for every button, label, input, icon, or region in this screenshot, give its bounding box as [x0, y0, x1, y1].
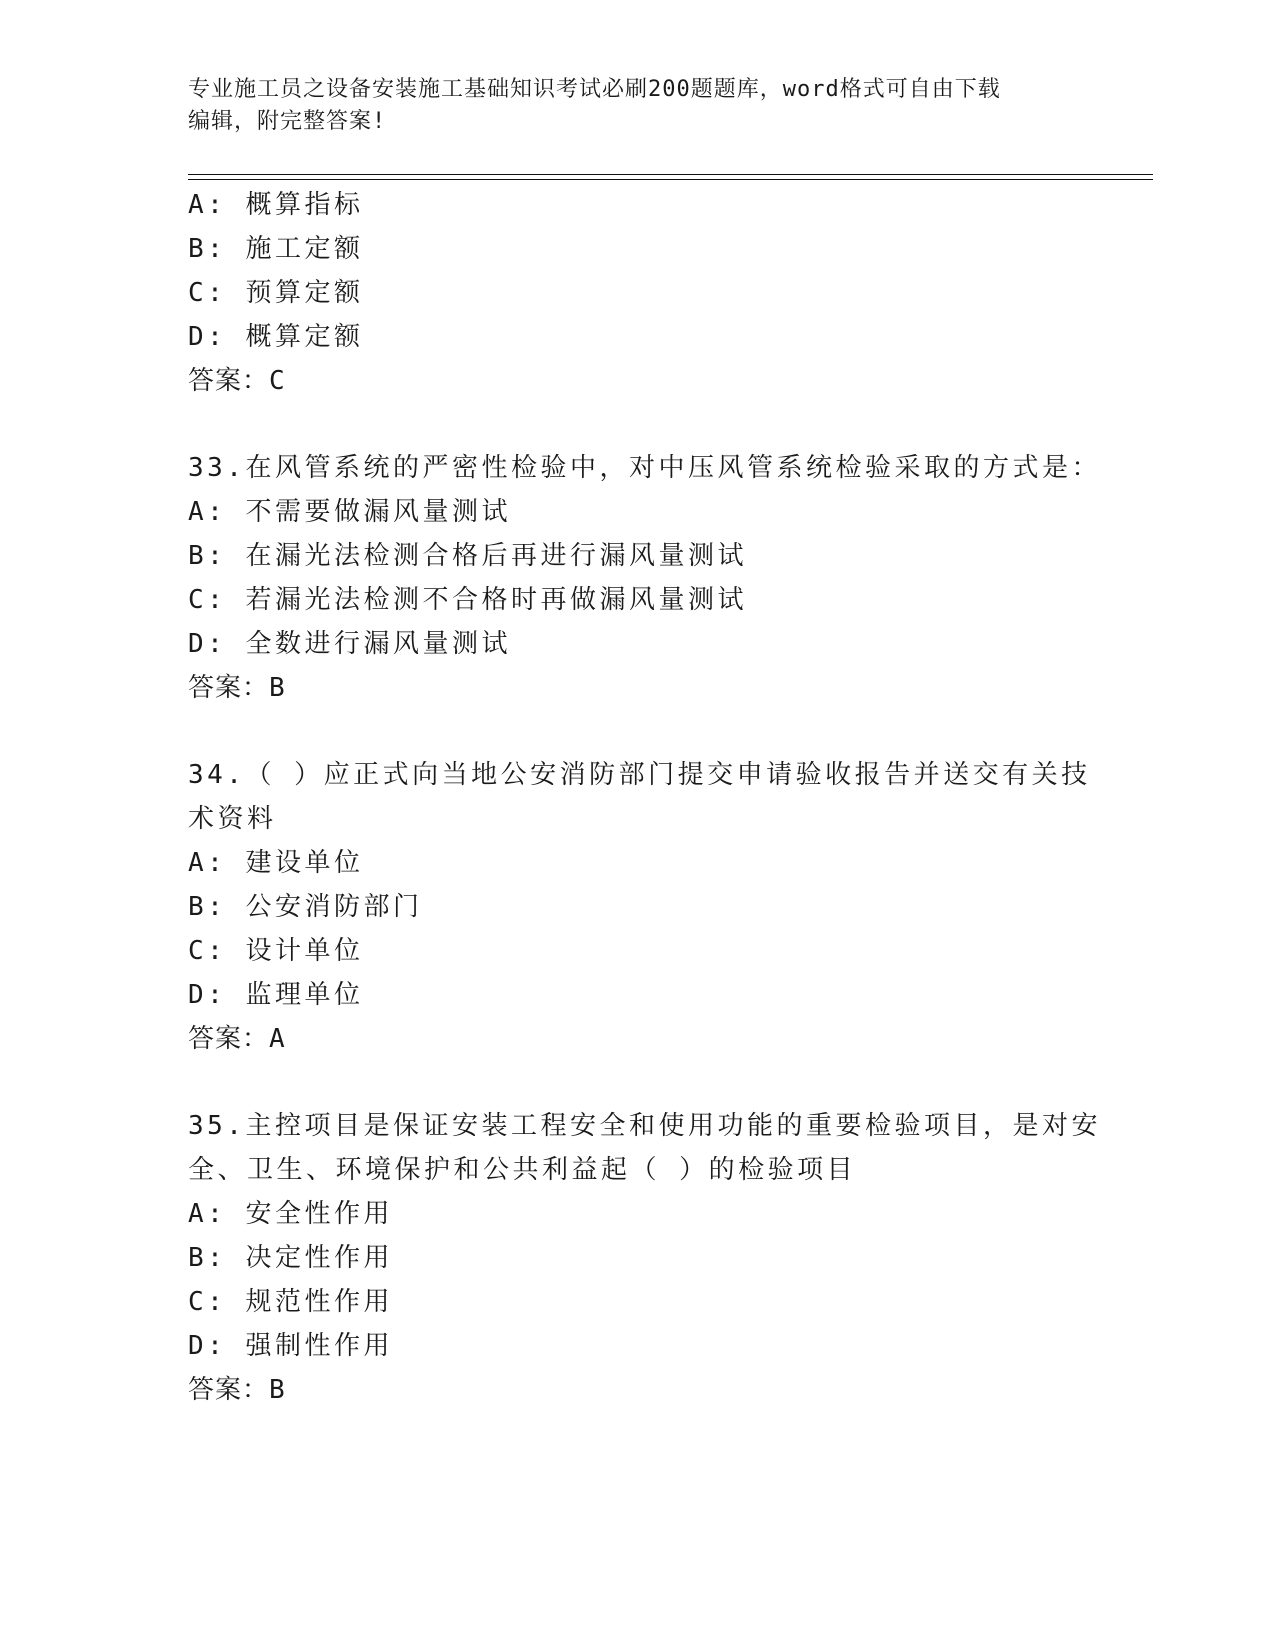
q32-option-d: D: 概算定额	[188, 322, 364, 352]
q34-question-line-1: 34.（ ）应正式向当地公安消防部门提交申请验收报告并送交有关技	[188, 760, 1091, 790]
q33-question: 33.在风管系统的严密性检验中，对中压风管系统检验采取的方式是：	[188, 453, 1101, 483]
q35-option-c: C: 规范性作用	[188, 1287, 393, 1317]
q34-option-c: C: 设计单位	[188, 936, 364, 966]
q32-option-b: B: 施工定额	[188, 234, 364, 264]
header-title-line-2: 编辑，附完整答案!	[188, 109, 387, 134]
q33-answer: 答案：B	[188, 673, 286, 703]
q35-question-line-1: 35.主控项目是保证安装工程安全和使用功能的重要检验项目，是对安	[188, 1111, 1101, 1141]
q32-answer: 答案：C	[188, 366, 286, 396]
q35-option-b: B: 决定性作用	[188, 1243, 393, 1273]
q33-option-b: B: 在漏光法检测合格后再进行漏风量测试	[188, 541, 747, 571]
q33-option-c: C: 若漏光法检测不合格时再做漏风量测试	[188, 585, 747, 615]
q34-question-line-2: 术资料	[188, 804, 277, 834]
q33-option-a: A: 不需要做漏风量测试	[188, 497, 511, 527]
q34-option-a: A: 建设单位	[188, 848, 364, 878]
q35-answer: 答案：B	[188, 1375, 286, 1405]
document-header	[188, 74, 1078, 138]
header-title-line-1: 专业施工员之设备安装施工基础知识考试必刷200题题库，word格式可自由下载	[188, 77, 1001, 102]
q35-option-a: A: 安全性作用	[188, 1199, 393, 1229]
q34-option-b: B: 公安消防部门	[188, 892, 423, 922]
q33-option-d: D: 全数进行漏风量测试	[188, 629, 511, 659]
header-divider-top	[188, 174, 1153, 175]
q32-option-a: A: 概算指标	[188, 190, 364, 220]
header-divider-bottom	[188, 179, 1153, 180]
q35-question-line-2: 全、卫生、环境保护和公共利益起（ ）的检验项目	[188, 1155, 857, 1185]
q32-option-c: C: 预算定额	[188, 278, 364, 308]
q34-answer: 答案：A	[188, 1024, 286, 1054]
q34-option-d: D: 监理单位	[188, 980, 364, 1010]
q35-option-d: D: 强制性作用	[188, 1331, 393, 1361]
